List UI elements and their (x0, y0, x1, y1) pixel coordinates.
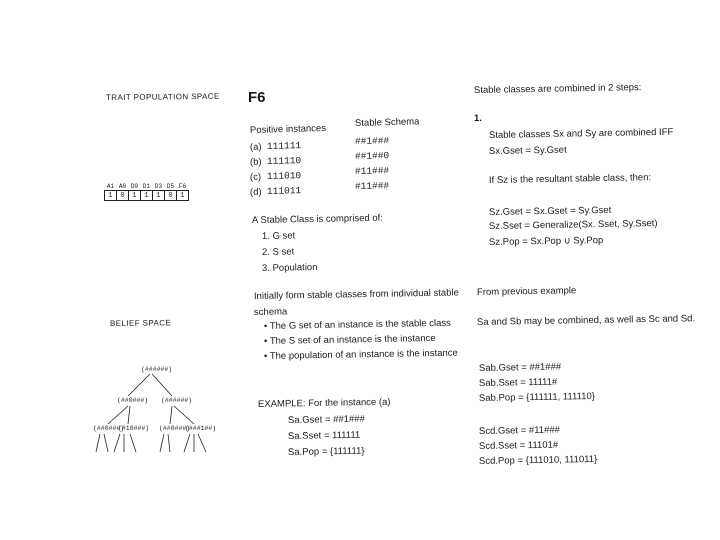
scd-line: Scd.Pop = {111010, 111011} (478, 453, 598, 467)
result-line: Sz.Gset = Sx.Gset = Sy.Gset (488, 204, 612, 218)
belief-root-node: (######) (141, 366, 173, 373)
instance-label: (a) (249, 141, 262, 153)
example-line: Sa.Pop = {111111} (287, 445, 365, 458)
trait-bit-cell: 1 (105, 191, 117, 201)
trait-header-cell: D5 (166, 183, 175, 190)
example-line: Sa.Gset = ##1### (287, 413, 365, 426)
combine-condition: Stable classes Sx and Sy are combined IFF (488, 126, 674, 141)
scd-line: Scd.Sset = 11101# (478, 439, 559, 452)
instance-schema: #11### (354, 180, 390, 192)
positive-instances-header: Positive instances (249, 123, 327, 136)
combine-steps-header: Stable classes are combined in 2 steps: (473, 82, 642, 96)
instance-value: 111110 (266, 155, 302, 167)
scd-line: Scd.Gset = #11### (478, 424, 560, 437)
belief-level1-node: (######) (161, 397, 193, 404)
stable-class-intro: A Stable Class is comprised of: (251, 212, 384, 226)
example-line: Sa.Sset = 111111 (287, 429, 361, 442)
trait-header-cell: A1 (106, 183, 115, 190)
slide-label: F6 (248, 89, 266, 106)
trait-header-cell: A0 (118, 183, 127, 190)
stable-class-item: 2. S set (261, 246, 295, 258)
trait-bit-cell: 0 (165, 191, 177, 201)
bullet-item: • The population of an instance is the instance (263, 347, 458, 362)
belief-level2-node: (##0###) (159, 425, 191, 432)
belief-level2-node: (#10###) (118, 425, 150, 432)
bullet-text: The population of an instance is the instance (269, 347, 458, 362)
instance-schema: ##1##0 (354, 150, 390, 162)
bullet-text: The S set of an instance is the instance (269, 333, 436, 347)
stable-class-item: 1. G set (261, 230, 296, 242)
instance-label: (c) (249, 171, 262, 183)
sab-line: Sab.Sset = 11111# (478, 376, 558, 389)
instance-schema: #11### (354, 165, 390, 177)
instance-value: 111111 (266, 140, 302, 152)
from-previous-label: From previous example (476, 285, 577, 298)
trait-bit-cell: 1 (141, 191, 153, 201)
gset-equality: Sx.Gset = Sy.Gset (488, 144, 567, 157)
trait-header-cell: D1 (142, 183, 151, 190)
trait-bit-cell: 1 (153, 191, 165, 201)
sab-line: Sab.Pop = {111111, 111110} (478, 390, 596, 404)
belief-space-title: BELIEF SPACE (109, 318, 172, 328)
result-line: Sz.Sset = Generalize(Sx. Sset, Sy.Sset) (488, 218, 658, 232)
instance-schema: ##1### (354, 135, 390, 147)
trait-space-title: TRAIT POPULATION SPACE (105, 91, 220, 102)
instance-value: 111011 (266, 185, 302, 197)
trait-bit-cell: 1 (177, 191, 189, 201)
trait-header-cell: D3 (154, 183, 163, 190)
belief-level2-node: (###1##) (185, 425, 217, 432)
instance-label: (b) (249, 156, 262, 168)
bullet-item: • The G set of an instance is the stable class (263, 317, 451, 332)
trait-header-cell: D0 (130, 183, 139, 190)
trait-bit-cell: 1 (129, 191, 141, 201)
instance-label: (d) (249, 186, 262, 198)
stable-class-item: 3. Population (261, 262, 318, 274)
initially-line-cont: schema (253, 306, 288, 318)
resultant-line: If Sz is the resultant stable class, then: (488, 172, 652, 186)
example-header: EXAMPLE: For the instance (a) (257, 396, 391, 410)
instance-value: 111010 (266, 170, 302, 182)
step-number: 1. (474, 113, 482, 124)
belief-level1-node: (##0###) (117, 397, 149, 404)
result-line: Sz.Pop = Sx.Pop ∪ Sy.Pop (488, 235, 604, 248)
trait-header-cell: F6 (178, 183, 187, 190)
belief-level2-node: (##0###) (93, 425, 125, 432)
combined-note: Sa and Sb may be combined, as well as Sc and Sd. (476, 313, 696, 328)
bullet-text: The G set of an instance is the stable class (269, 317, 451, 332)
sab-line: Sab.Gset = ##1### (478, 361, 562, 374)
trait-bit-cell: 0 (117, 191, 129, 201)
stable-schema-header: Stable Schema (354, 116, 420, 129)
bullet-item: • The S set of an instance is the instance (263, 333, 436, 347)
initially-line: Initially form stable classes from individual stable (253, 287, 459, 302)
